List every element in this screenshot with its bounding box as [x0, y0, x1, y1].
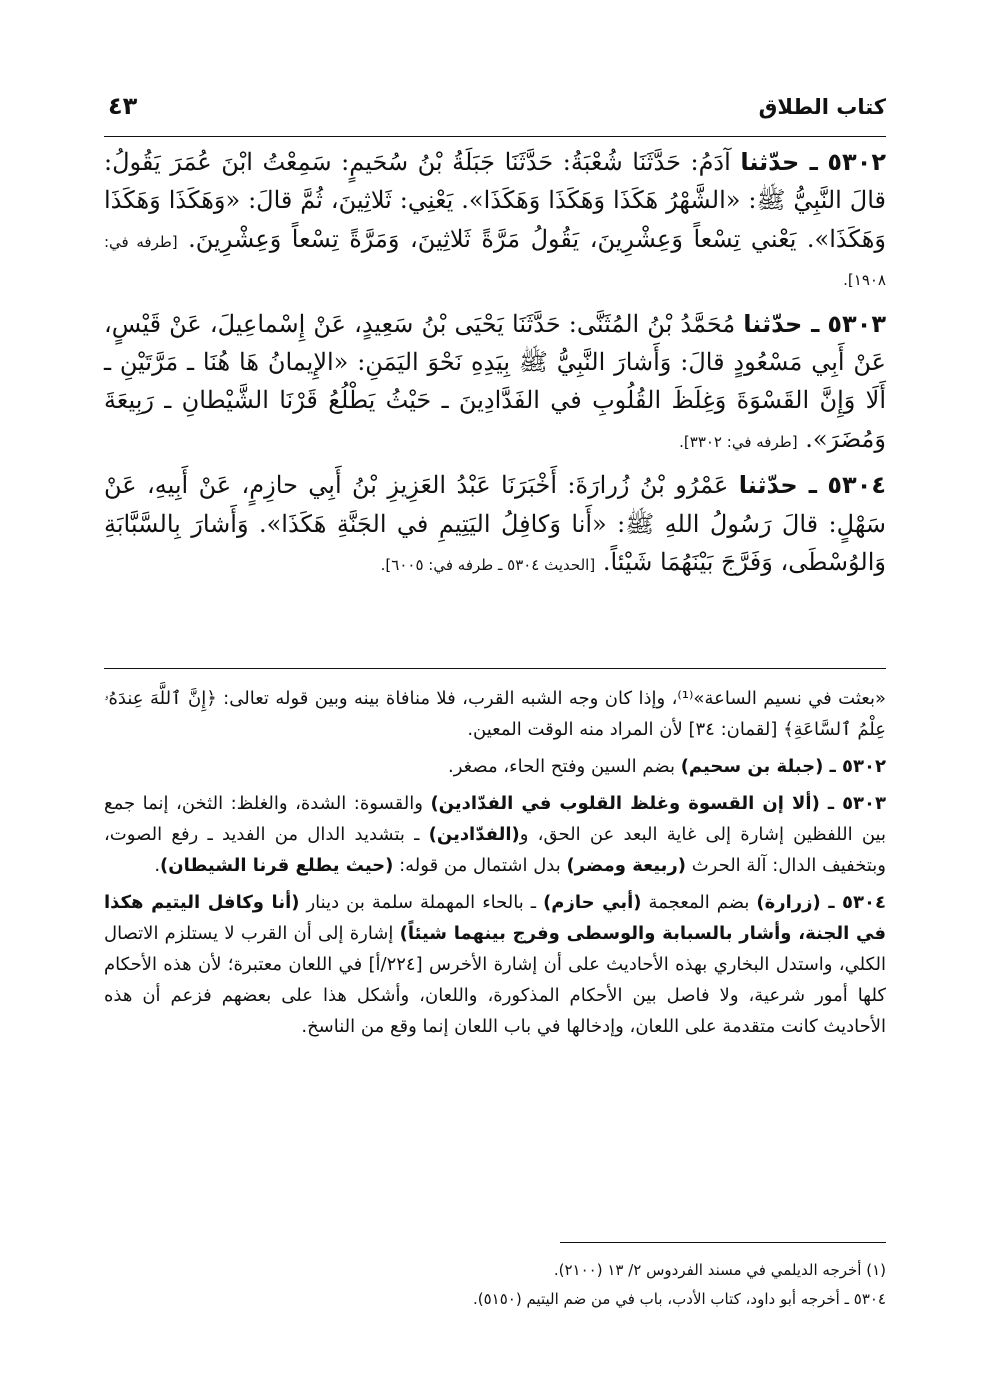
footnote-item: (١) أخرجه الديلمي في مسند الفردوس ٢/ ١٣ (٢١٠٠). — [553, 1261, 886, 1279]
commentary-quote: (الفدّادين) — [428, 823, 520, 845]
commentary-5302 — [104, 752, 886, 783]
hadith-body: آدَمُ: حَدَّثَنَا شُعْبَةُ: حَدَّثَنَا جَبَلَةُ بْنُ سُحَيمٍ: سَمِعْتُ ابْنَ عُمَرَ يَقُولُ: قالَ النَّبِيُّ ﷺ: «الشَّهْرُ هَكَذَا وَهَكَذَا وَهَكَذَا». يَعْنِي: ثَلاثِينَ، ثُمَّ قالَ: «وَهَكَذَا وَهَكَذَا وَهَكَذَا». يَعْني تِسْعاً وَعِشْرِينَ، يَقُولُ مَرَّةً ثَلاثِينَ، وَمَرَّةً تِسْعاً وَعِشْرِينَ. — [104, 148, 886, 253]
commentary-text: بضم المعجمة — [641, 891, 757, 913]
page-header — [108, 92, 886, 132]
commentary-text: بضم السين وفتح الحاء، مصغر. — [448, 755, 681, 777]
commentary-quote: (حيث يطلع قرنا الشيطان) — [160, 854, 394, 876]
commentary-heading: ٥٣٠٢ ـ (جبلة بن سحيم) — [680, 755, 886, 777]
commentary-intro-text: «بعثت في نسيم الساعة»⁽¹⁾، وإذا كان وجه الشبه القرب، فلا منافاة بينه وبين قوله تعالى: ﴿إِنَّ ٱللَّهَ عِندَهُۥ عِلْمُ ٱلسَّاعَةِ﴾ [لقمان: ٣٤] لأن المراد منه الوقت المعين. — [104, 688, 886, 740]
hadith-number: ٥٣٠٣ — [827, 309, 886, 338]
commentary-5303 — [104, 789, 886, 882]
hadith-number: ٥٣٠٤ — [827, 471, 886, 500]
commentary-heading: ٥٣٠٣ ـ (ألا إن القسوة وغلظ القلوب في الفدّادين) — [430, 792, 887, 814]
hadith-text-block — [104, 143, 886, 589]
hadith-opener: ـ حدّثنا — [740, 148, 818, 176]
hadith-body: مُحَمَّدُ بْنُ المُثَنَّى: حَدَّثَنَا يَحْيَى بْنُ سَعِيدٍ، عَنْ إِسْماعِيلَ، عَنْ قَيْسٍ، عَنْ أَبِي مَسْعُودٍ قالَ: وَأَشارَ النَّبِيُّ ﷺ بِيَدِهِ نَحْوَ اليَمَنِ: «الإِيمانُ هَا هُنَا ـ مَرَّتَيْنِ ـ أَلَا وَإِنَّ القَسْوَةَ وَغِلَظَ القُلُوبِ في الفَدَّادِينَ ـ حَيْثُ يَطْلُعُ قَرْنَا الشَّيْطانِ ـ رَبِيعَةَ وَمُضَرَ». — [104, 309, 886, 453]
header-divider — [104, 136, 886, 137]
hadith-5303 — [104, 305, 886, 459]
commentary-divider — [104, 668, 886, 669]
page-number: ٤٣ — [108, 92, 138, 120]
footnote-item: ٥٣٠٤ ـ أخرجه أبو داود، كتاب الأدب، باب في من ضم اليتيم (٥١٥٠). — [472, 1289, 886, 1308]
hadith-reference: [طرفه في: ١٩٠٨]. — [104, 232, 886, 290]
commentary-heading: ٥٣٠٤ ـ (زرارة) — [756, 891, 886, 913]
commentary-text: والقسوة: الشدة، والغلظ: الثخن، إنما جمع بين اللفظين إشارة إلى غاية البعد عن الحق، و — [104, 792, 886, 845]
hadith-opener: ـ حدّثنا — [743, 309, 820, 338]
commentary-text: . — [154, 854, 161, 876]
footnotes — [104, 1256, 886, 1313]
commentary-quote: (أنا وكافل اليتيم هكذا في الجنة، وأشار بالسبابة والوسطى وفرج بينهما شيئاً) — [104, 891, 886, 944]
commentary-5304 — [104, 888, 886, 1043]
footnote-divider — [560, 1242, 886, 1243]
commentary-block — [104, 684, 886, 1048]
commentary-quote: (أبي حازم) — [543, 891, 642, 913]
commentary-quote: (ربيعة ومضر) — [566, 854, 686, 876]
hadith-reference: [طرفه في: ٣٣٠٢]. — [679, 432, 798, 451]
hadith-reference: [الحديث ٥٣٠٤ ـ طرفه في: ٦٠٠٥]. — [380, 555, 596, 574]
hadith-5302 — [104, 143, 886, 297]
commentary-text: ـ بتشديد الدال من الفديد ـ رفع الصوت، وبتخفيف الدال: آلة الحرث — [104, 823, 886, 876]
hadith-opener: ـ حدّثنا — [738, 471, 817, 500]
running-title: كتاب الطلاق — [758, 95, 886, 119]
hadith-5304 — [104, 466, 886, 581]
commentary-text: بدل اشتمال من قوله: — [393, 854, 567, 876]
commentary-text: ـ بالحاء المهملة سلمة بن دينار — [299, 891, 544, 913]
commentary-text: إشارة إلى أن القرب لا يستلزم الاتصال الكلي، واستدل البخاري بهذه الأحاديث على أن إشارة الأخرس [٢٢٤/أ] في اللعان معتبرة؛ لأن هذه الأحكام كلها أمور شرعية، ولا فاصل بين الأحكام المذكورة، واللعان، وأشكل هذا على بعضهم فزعم أن هذه الأحاديث كانت متقدمة على اللعان، وإدخالها في باب اللعان إنما وقع من الناسخ. — [104, 922, 886, 1037]
hadith-body: عَمْرُو بْنُ زُرارَةَ: أَخْبَرَنَا عَبْدُ العَزِيزِ بْنُ أَبِي حازِمٍ، عَنْ أَبِيهِ، عَنْ سَهْلٍ: قالَ رَسُولُ اللهِ ﷺ: «أَنا وَكافِلُ اليَتِيمِ في الجَنَّةِ هَكَذَا». وَأَشارَ بِالسَّبَّابَةِ وَالوُسْطَى، وَفَرَّجَ بَيْنَهُمَا شَيْئاً. — [104, 471, 886, 576]
commentary-intro — [104, 684, 886, 746]
hadith-number: ٥٣٠٢ — [827, 148, 886, 176]
